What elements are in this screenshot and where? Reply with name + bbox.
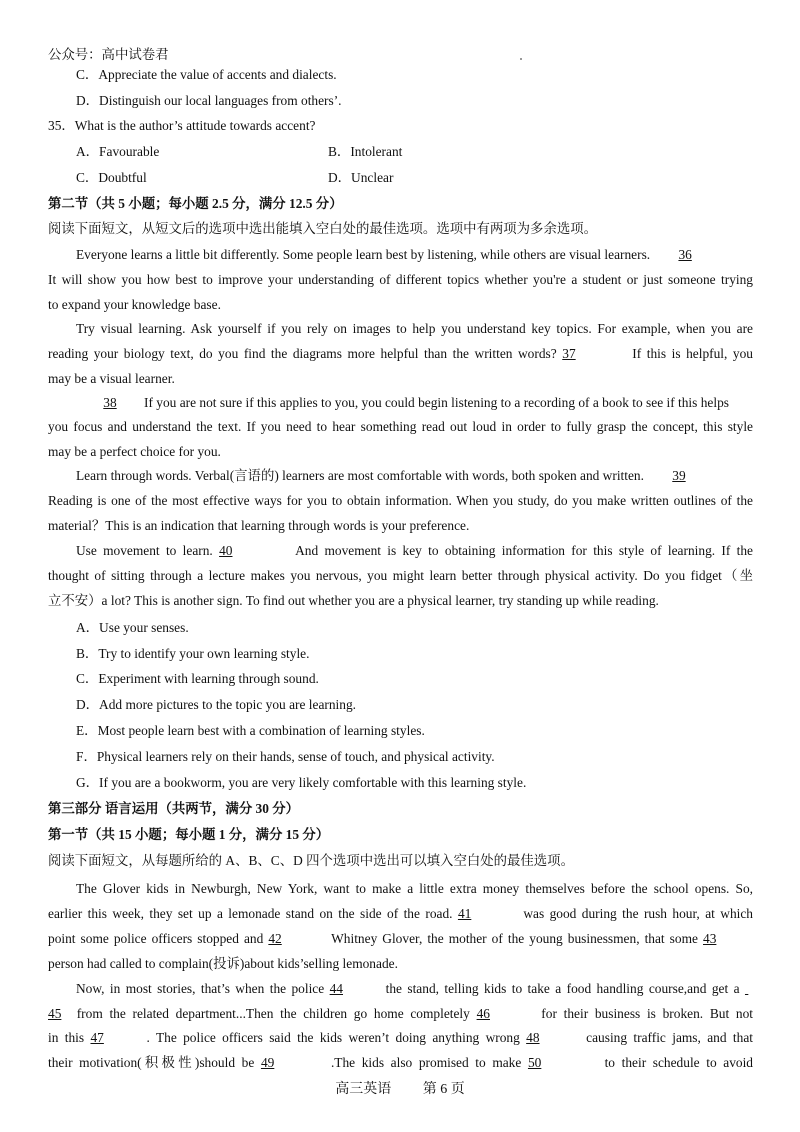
passage-line <box>76 467 753 485</box>
part3-section1-heading: 第一节（共 15 小题；每小题 1 分，满分 15 分） <box>48 827 330 842</box>
passage-line: may be a visual learner. <box>48 371 175 386</box>
passage-line <box>76 542 753 560</box>
passage-line: It will show you how best to improve your understanding of different topics whether you're a student or just someone trying <box>48 272 753 287</box>
passage-text: Use movement to learn. <box>76 543 213 558</box>
passage-line: you focus and understand the text. If you need to hear something read out loud in order to fully grasp the concept, this style <box>48 419 753 434</box>
q35-option-c: C．Doubtful <box>76 170 147 185</box>
passage-text: And movement is key to obtaining information for this style of learning. If the <box>295 543 753 558</box>
blank-43: 43 <box>703 931 717 946</box>
choice-e: E．Most people learn best with a combination of learning styles. <box>76 723 425 738</box>
passage-text: If you are not sure if this applies to you, you could begin listening to a recording of a book to see if this helps <box>144 395 729 410</box>
section2-instruction: 阅读下面短文，从短文后的选项中选出能填入空白处的最佳选项。选项中有两项为多余选项。 <box>48 221 598 236</box>
header-note: 公众号：高中试卷君 <box>48 47 169 62</box>
passage-text: Learn through words. Verbal(言语的) learners are most comfortable with words, both spoken and written. <box>76 468 644 483</box>
blank-45-start <box>745 980 753 998</box>
q34-option-c: C．Appreciate the value of accents and dialects. <box>76 67 337 82</box>
scan-dot <box>520 58 522 60</box>
passage-line: material？This is an indication that learning through words is your preference. <box>48 518 470 533</box>
blank-42: 42 <box>268 931 282 946</box>
choice-g: G．If you are a bookworm, you are very likely comfortable with this learning style. <box>76 775 527 790</box>
cloze-text: for their business is broken. But not <box>541 1006 754 1021</box>
passage-text: Everyone learns a little bit differently. Some people learn best by listening, while others are visual learners. <box>76 247 651 262</box>
cloze-text: earlier this week, they set up a lemonade stand on the side of the road. <box>48 906 453 921</box>
blank-48: 48 <box>526 1030 540 1045</box>
cloze-text: was good during the rush hour, at which <box>523 906 753 921</box>
page-footer <box>0 1078 800 1098</box>
cloze-text: from the related department...Then the children go home completely <box>76 1006 470 1021</box>
passage-line: thought of sitting through a lecture makes you nervous, you might learn better through physical activity. Do you fidget（坐 <box>48 568 753 583</box>
q35-option-d: D．Unclear <box>328 170 394 185</box>
cloze-line <box>48 905 753 923</box>
cloze-line <box>76 980 753 998</box>
choice-b: B．Try to identify your own learning style. <box>76 646 310 661</box>
passage-line: may be a perfect choice for you. <box>48 444 221 459</box>
cloze-text: the stand, telling kids to take a food handling course,and get a <box>385 981 740 996</box>
footer-page-number: 第 6 页 <box>422 1082 465 1097</box>
blank-47: 47 <box>90 1030 104 1045</box>
passage-line <box>48 345 753 363</box>
footer-subject: 高三英语 <box>335 1082 392 1097</box>
passage-line: to expand your knowledge base. <box>48 297 221 312</box>
blank-40: 40 <box>219 543 233 558</box>
cloze-text: .The kids also promised to make <box>330 1055 522 1070</box>
blank-41: 41 <box>457 906 472 921</box>
blank-37: 37 <box>562 346 576 361</box>
cloze-line: person had called to complain(投诉)about kids’selling lemonade. <box>48 956 398 971</box>
cloze-line <box>48 1029 753 1047</box>
choice-f: F．Physical learners rely on their hands, sense of touch, and physical activity. <box>76 749 495 764</box>
cloze-line: The Glover kids in Newburgh, New York, want to make a little extra money themselves before the school opens. So, <box>76 881 753 896</box>
choice-d: D．Add more pictures to the topic you are learning. <box>76 697 357 712</box>
part3-heading: 第三部分 语言运用（共两节，满分 30 分） <box>48 801 300 816</box>
passage-line: 立不安）a lot? This is another sign. To find out whether you are a physical learner, try standing up while reading. <box>48 593 659 608</box>
cloze-line <box>48 930 753 948</box>
cloze-text: in this <box>48 1030 85 1045</box>
choice-c: C．Experiment with learning through sound. <box>76 671 319 686</box>
cloze-line <box>48 1005 753 1023</box>
choice-a: A．Use your senses. <box>76 620 189 635</box>
blank-50: 50 <box>527 1055 542 1070</box>
q35-option-b: B．Intolerant <box>328 144 403 159</box>
cloze-text: . The police officers said the kids weren’t doing anything wrong <box>146 1030 520 1045</box>
cloze-text: Now, in most stories, that’s when the police <box>76 981 325 996</box>
cloze-text: to their schedule to avoid <box>604 1055 754 1070</box>
passage-line: Reading is one of the most effective ways for you to obtain information. When you study, do you make written outlines of the <box>48 493 753 508</box>
q35-stem: 35．What is the author’s attitude towards accent? <box>48 118 316 133</box>
blank-46: 46 <box>476 1006 490 1021</box>
cloze-text: point some police officers stopped and <box>48 931 264 946</box>
passage-text: If this is helpful, you <box>632 346 754 361</box>
section2-heading: 第二节（共 5 小题；每小题 2.5 分，满分 12.5 分） <box>48 196 343 211</box>
q34-option-d: D．Distinguish our local languages from others’. <box>76 93 342 108</box>
passage-line <box>76 394 753 412</box>
blank-39: 39 <box>672 468 686 483</box>
passage-text: reading your biology text, do you find the diagrams more helpful than the written words? <box>48 346 557 361</box>
cloze-text: their motivation(积极性)should be <box>48 1055 255 1070</box>
passage-line: Try visual learning. Ask yourself if you rely on images to help you understand key topics. For example, when you are <box>76 321 753 336</box>
q35-option-a: A．Favourable <box>76 144 160 159</box>
blank-36: 36 <box>678 247 692 262</box>
cloze-text: causing traffic jams, and that <box>586 1030 753 1045</box>
cloze-line <box>48 1054 753 1072</box>
blank-38: 38 <box>103 395 117 410</box>
passage-line <box>76 246 753 264</box>
cloze-text: Whitney Glover, the mother of the young businessmen, that some <box>331 931 698 946</box>
blank-45: 45 <box>48 1006 62 1021</box>
blank-49: 49 <box>260 1055 275 1070</box>
blank-44: 44 <box>329 981 343 996</box>
part3-instruction: 阅读下面短文，从每题所给的 A、B、C、D 四个选项中选出可以填入空白处的最佳选项。 <box>48 853 574 868</box>
